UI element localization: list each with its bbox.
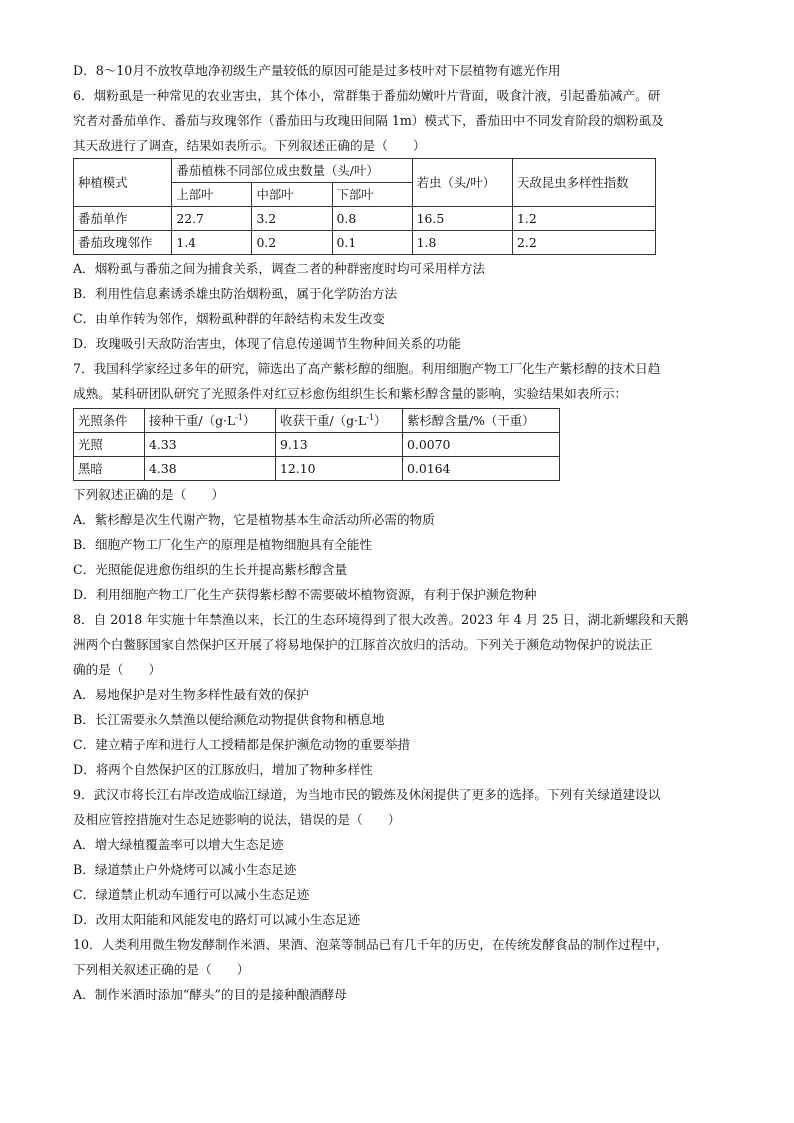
q7-option-c: C．光照能促进愈伤组织的生长并提高紫杉醇含量	[73, 562, 348, 577]
table-row	[74, 457, 560, 481]
q5-option-d: D．8～10月不放牧草地净初级生产量较低的原因可能是过多枝叶对下层植物有遮光作用	[73, 63, 561, 78]
q10-stem-line-1: 10．人类利用微生物发酵制作米酒、果酒、泡菜等制品已有几千年的历史，在传统发酵食品的制作过程中，	[73, 937, 669, 952]
q6-option-d: D．玫瑰吸引天敌防治害虫，体现了信息传递调节生物种间关系的功能	[73, 336, 461, 351]
q6-cell-lower: 0.1	[332, 231, 412, 255]
q7-header-inoculum: 接种干重$/(g\cdot L^{-1})$	[145, 409, 276, 433]
question-6	[73, 83, 733, 356]
q8-option-c: C．建立精子库和进行人工授精都是保护濒危动物的重要举措	[73, 737, 411, 752]
question-8	[73, 607, 733, 782]
q6-header-nymph: 若虫（头/叶）	[412, 159, 512, 207]
q6-cell-middle: 3.2	[252, 207, 332, 231]
q7-cell-inoculum: 4.33	[145, 433, 276, 457]
q7-cell-condition: 光照	[74, 433, 145, 457]
q6-header-adult: 番茄植株不同部位成虫数量（头/叶）	[172, 159, 412, 183]
q7-cell-condition: 黑暗	[74, 457, 145, 481]
q6-cell-middle: 0.2	[252, 231, 332, 255]
q6-cell-mode: 番茄单作	[74, 207, 172, 231]
question-10	[73, 932, 733, 1007]
question-9	[73, 782, 733, 932]
table-row	[74, 207, 656, 231]
q7-header-collected: 收获干重$/(g\cdot L^{-1})$	[276, 409, 403, 433]
q7-option-b: B．细胞产物工厂化生产的原理是植物细胞具有全能性	[73, 537, 372, 552]
q6-cell-mode: 番茄玫瑰邻作	[74, 231, 172, 255]
q9-option-a: A．增大绿植覆盖率可以增大生态足迹	[73, 837, 284, 852]
q6-header-lower: 下部叶	[332, 183, 412, 207]
table-row	[74, 433, 560, 457]
q6-option-c: C．由单作转为邻作，烟粉虱种群的年龄结构未发生改变	[73, 311, 385, 326]
q7-cell-inoculum: 4.38	[145, 457, 276, 481]
q7-cell-content: 0.0164	[403, 457, 560, 481]
q6-stem-line-2: 究者对番茄单作、番茄与玫瑰邻作（番茄田与玫瑰田间隔 1m）模式下，番茄田中不同发育阶段的烟粉虱及	[73, 113, 664, 128]
q8-stem-line-1: 8．自 2018 年实施十年禁渔以来，长江的生态环境得到了很大改善。2023 年 4 月 25 日，湖北新螺段和天鹅	[73, 612, 689, 627]
q7-cell-collected: 12.10	[276, 457, 403, 481]
q6-cell-diversity: 2.2	[513, 231, 656, 255]
exam-page	[73, 58, 733, 1007]
q9-option-c: C．绿道禁止机动车通行可以减小生态足迹	[73, 887, 310, 902]
q7-table	[73, 408, 560, 481]
q7-option-a: A．紫杉醇是次生代谢产物，它是植物基本生命活动所必需的物质	[73, 512, 435, 527]
q6-cell-nymph: 16.5	[412, 207, 512, 231]
q10-stem-line-2: 下列相关叙述正确的是（ ）	[73, 962, 250, 977]
q7-stem-line-1: 7．我国科学家经过多年的研究，筛选出了高产紫杉醇的细胞。利用细胞产物工厂化生产紫杉醇的技术日趋	[73, 361, 661, 376]
q7-cell-content: 0.0070	[403, 433, 560, 457]
q6-header-upper: 上部叶	[172, 183, 252, 207]
q6-cell-upper: 1.4	[172, 231, 252, 255]
question-7	[73, 356, 733, 607]
q7-cell-collected: 9.13	[276, 433, 403, 457]
q6-cell-lower: 0.8	[332, 207, 412, 231]
q7-stem-line-2: 成熟。某科研团队研究了光照条件对红豆杉愈伤组织生长和紫杉醇含量的影响，实验结果如表所示：	[73, 386, 628, 401]
q9-stem-line-1: 9．武汉市将长江右岸改造成临江绿道，为当地市民的锻炼及休闲提供了更多的选择。下列有关绿道建设以	[73, 787, 661, 802]
q9-option-d: D．改用太阳能和风能发电的路灯可以减小生态足迹	[73, 912, 361, 927]
q6-cell-upper: 22.7	[172, 207, 252, 231]
q6-stem-line-3: 其天敌进行了调查，结果如表所示。下列叙述正确的是（ ）	[73, 138, 426, 153]
q6-cell-nymph: 1.8	[412, 231, 512, 255]
q8-stem-line-3: 确的是（ ）	[73, 662, 162, 677]
q8-option-d: D．将两个自然保护区的江豚放归，增加了物种多样性	[73, 762, 373, 777]
q7-header-content: 紫杉醇含量/%（干重）	[403, 409, 560, 433]
q9-stem-line-2: 及相应管控措施对生态足迹影响的说法，错误的是（ ）	[73, 812, 401, 827]
q10-option-a: A．制作米酒时添加“酵头”的目的是接种酿酒酵母	[73, 987, 347, 1002]
q7-question: 下列叙述正确的是（ ）	[73, 487, 225, 502]
q6-header-mode: 种植模式	[74, 159, 172, 207]
q6-option-a: A．烟粉虱与番茄之间为捕食关系，调查二者的种群密度时均可采用样方法	[73, 261, 486, 276]
q7-header-condition: 光照条件	[74, 409, 145, 433]
q6-table	[73, 158, 656, 255]
q6-cell-diversity: 1.2	[513, 207, 656, 231]
q6-option-b: B．利用性信息素诱杀雄虫防治烟粉虱，属于化学防治方法	[73, 286, 398, 301]
q9-option-b: B．绿道禁止户外烧烤可以减小生态足迹	[73, 862, 297, 877]
q6-header-middle: 中部叶	[252, 183, 332, 207]
q7-option-d: D．利用细胞产物工厂化生产获得紫杉醇不需要破坏植物资源，有利于保护濒危物种	[73, 587, 537, 602]
q6-header-diversity: 天敌昆虫多样性指数	[513, 159, 656, 207]
q8-stem-line-2: 洲两个白鳖豚国家自然保护区开展了将易地保护的江豚首次放归的活动。下列关于濒危动物保护的说法正	[73, 637, 653, 652]
table-row	[74, 231, 656, 255]
q6-stem-line-1: 6．烟粉虱是一种常见的农业害虫，其个体小，常群集于番茄幼嫩叶片背面，吸食汁液，引起番茄减产。研	[73, 88, 661, 103]
q8-option-a: A．易地保护是对生物多样性最有效的保护	[73, 687, 309, 702]
q8-option-b: B．长江需要永久禁渔以便给濒危动物提供食物和栖息地	[73, 712, 385, 727]
